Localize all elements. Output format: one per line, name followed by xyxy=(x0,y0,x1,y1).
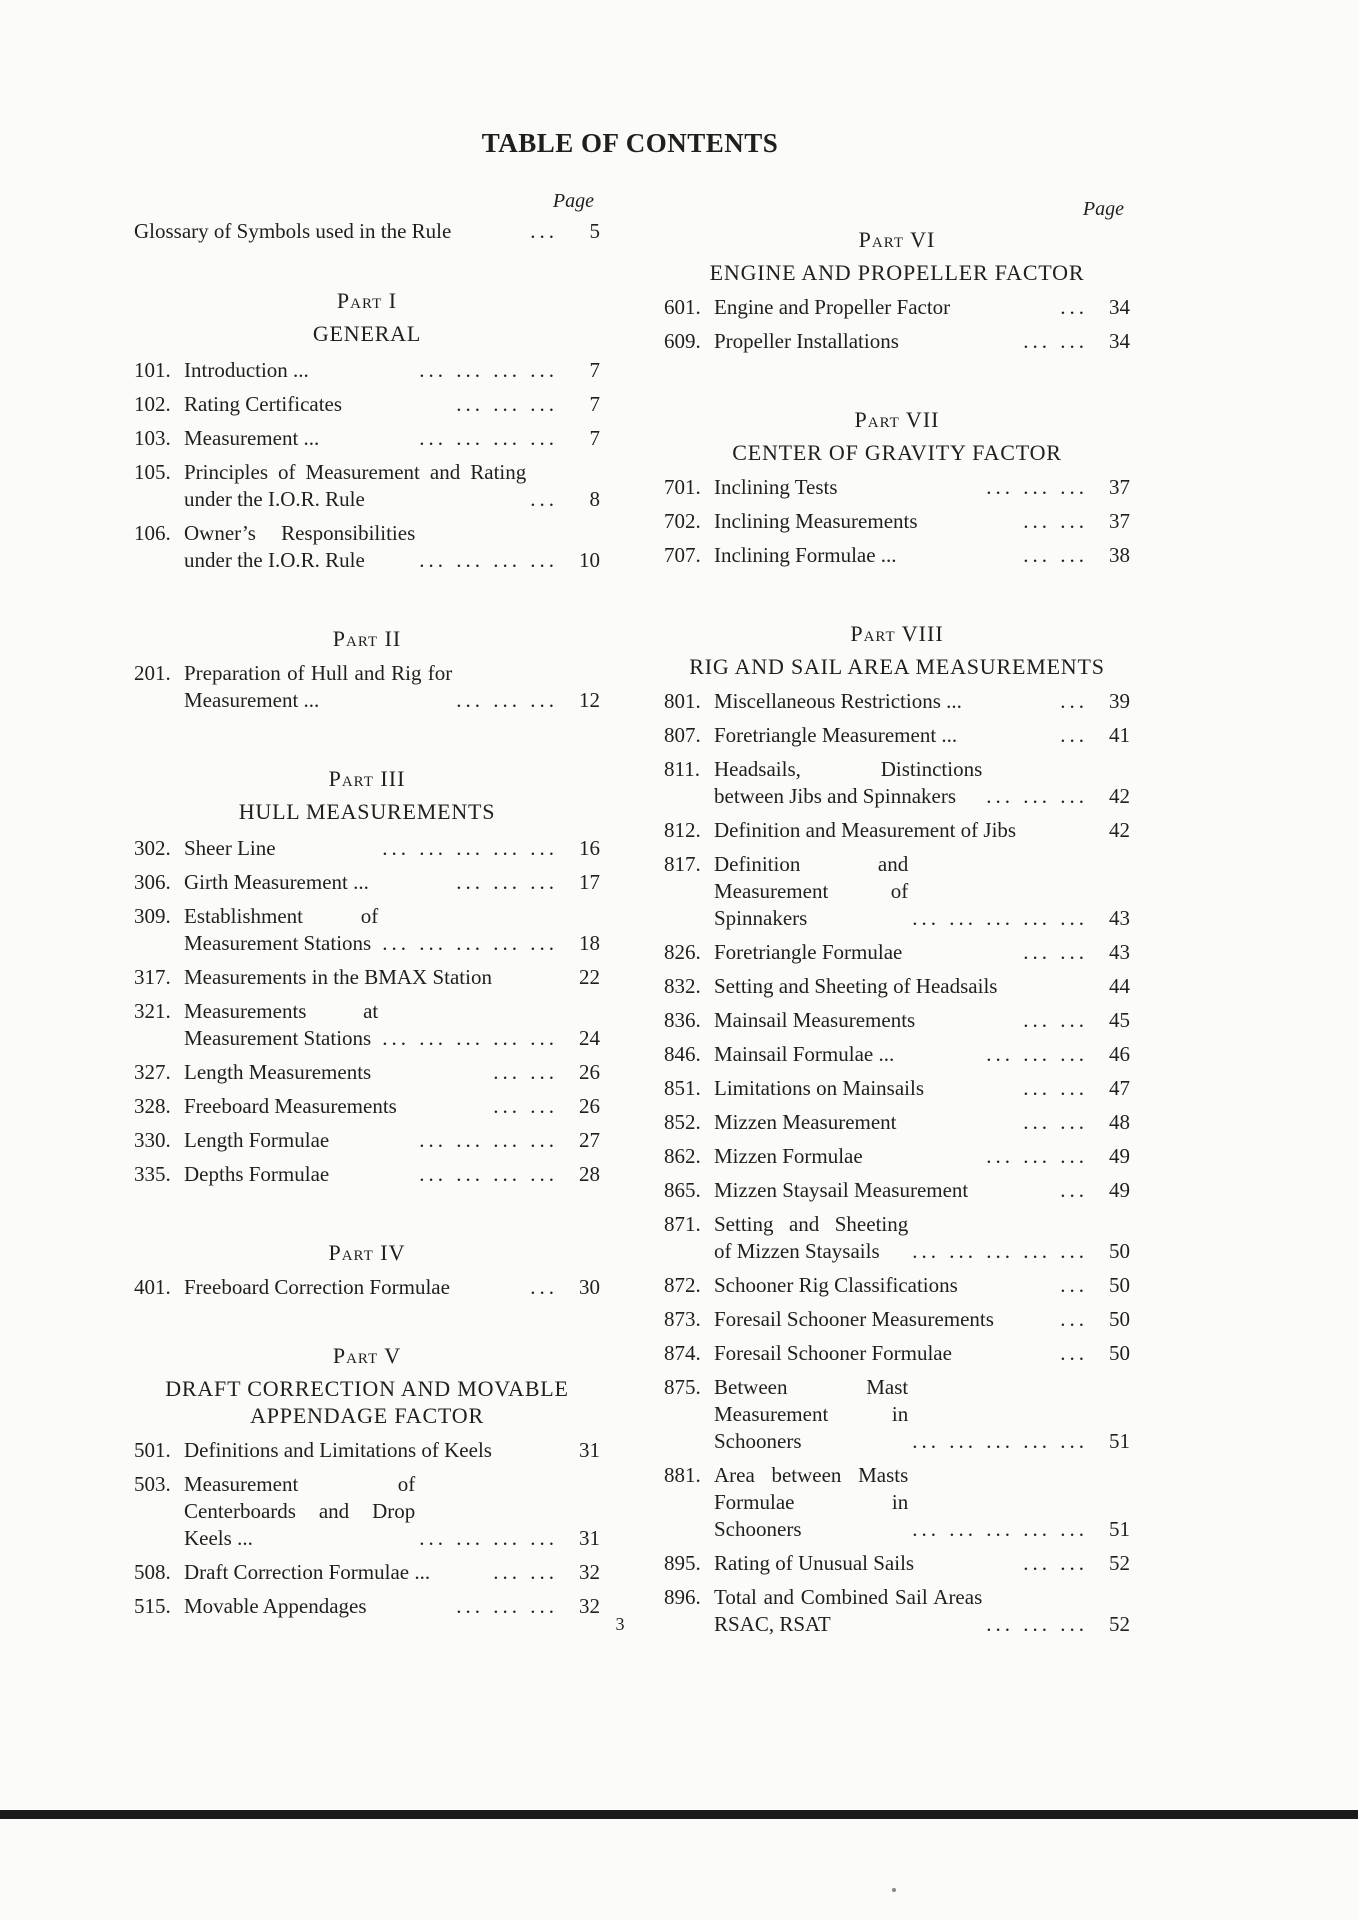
entry-title: Definitions and Limitations of Keels xyxy=(184,1438,492,1462)
entry-title: Foresail Schooner Measurements xyxy=(714,1307,994,1331)
entry-number: 881. xyxy=(664,1463,701,1487)
toc-entry[interactable] xyxy=(664,1075,1130,1102)
entry-title: Setting and Sheeting of Mizzen Staysails xyxy=(714,1212,909,1263)
entry-list xyxy=(134,1437,600,1620)
leader-dots: ... ... xyxy=(493,1560,558,1584)
toc-entry[interactable] xyxy=(664,1550,1130,1577)
entry-number: 103. xyxy=(134,426,171,450)
leader-dots: ... ... xyxy=(1023,543,1088,567)
entry-title: Mainsail Formulae ... xyxy=(714,1042,895,1066)
entry-number: 306. xyxy=(134,870,171,894)
page-number: 18 xyxy=(579,931,600,955)
leader-dots: ... xyxy=(1060,1341,1088,1365)
toc-entry[interactable] xyxy=(664,1374,1130,1455)
leader-dots: ... ... ... xyxy=(456,688,558,712)
entry-title: Length Formulae xyxy=(184,1128,330,1152)
entry-title: Measurements at Measurement Stations xyxy=(184,999,379,1050)
toc-entry[interactable] xyxy=(664,1109,1130,1136)
leader-dots: ... ... ... ... ... xyxy=(912,906,1088,930)
entry-number: 201. xyxy=(134,661,171,685)
entry-number: 872. xyxy=(664,1273,701,1297)
entry-title: Preparation of Hull and Rig for Measurement ... xyxy=(184,661,453,712)
entry-number: 102. xyxy=(134,392,171,416)
entry-title: Introduction ... xyxy=(184,358,309,382)
page-number: 49 xyxy=(1109,1178,1130,1202)
page-number: 37 xyxy=(1109,475,1130,499)
entry-title: Rating of Unusual Sails xyxy=(714,1551,915,1575)
toc-entry[interactable] xyxy=(664,294,1130,321)
entry-number: 609. xyxy=(664,329,701,353)
page-number: 46 xyxy=(1109,1042,1130,1066)
page-number: 42 xyxy=(1109,784,1130,808)
leader-dots: ... ... ... ... ... xyxy=(912,1429,1088,1453)
leader-dots: ... ... xyxy=(493,1094,558,1118)
entry-title: Mizzen Measurement xyxy=(714,1110,897,1134)
entry-title: Girth Measurement ... xyxy=(184,870,369,894)
toc-entry[interactable] xyxy=(664,1211,1130,1265)
entry-number: 330. xyxy=(134,1128,171,1152)
toc-entry[interactable] xyxy=(134,1127,600,1154)
page-number: 50 xyxy=(1109,1341,1130,1365)
entry-title: Freeboard Measurements xyxy=(184,1094,397,1118)
leader-dots: ... ... xyxy=(1023,940,1088,964)
entry-number: 851. xyxy=(664,1076,701,1100)
right-column xyxy=(664,196,1130,1645)
page-number: 42 xyxy=(1109,818,1130,842)
entry-title: Inclining Formulae ... xyxy=(714,543,897,567)
page-number: 44 xyxy=(1109,974,1130,998)
toc-entry[interactable] xyxy=(134,1093,600,1120)
leader-dots: ... xyxy=(530,1275,558,1299)
leader-dots: ... ... ... ... xyxy=(419,1128,558,1152)
page-number: 48 xyxy=(1109,1110,1130,1134)
glossary-entry[interactable] xyxy=(134,218,600,245)
entry-list xyxy=(664,688,1130,1638)
leader-dots: ... ... ... xyxy=(456,870,558,894)
entry-number: 811. xyxy=(664,757,700,781)
entry-title: Area between Masts Formulae in Schooners xyxy=(714,1463,909,1541)
toc-entry[interactable] xyxy=(134,520,600,574)
page-number: 28 xyxy=(579,1162,600,1186)
leader-dots: ... ... ... xyxy=(986,784,1088,808)
leader-dots: ... xyxy=(1060,295,1088,319)
entry-title: Sheer Line xyxy=(184,836,276,860)
part-label: Part IV xyxy=(328,1240,406,1265)
leader-dots: ... ... ... ... xyxy=(419,1162,558,1186)
page-number: 32 xyxy=(579,1594,600,1618)
entry-number: 503. xyxy=(134,1472,171,1496)
toc-entry[interactable] xyxy=(664,1272,1130,1299)
entry-number: 896. xyxy=(664,1585,701,1609)
leader-dots: ... ... ... xyxy=(456,392,558,416)
entry-number: 701. xyxy=(664,475,701,499)
entry-title: Principles of Measurement and Rating under the I.O.R. Rule xyxy=(184,460,527,511)
page-number: 50 xyxy=(1109,1273,1130,1297)
page-number: 16 xyxy=(579,836,600,860)
entry-number: 317. xyxy=(134,965,171,989)
entry-title: Definition and Measurement of Spinnakers xyxy=(714,852,909,930)
page-number: 32 xyxy=(579,1560,600,1584)
toc-entry[interactable] xyxy=(134,1471,600,1552)
page-number: 34 xyxy=(1109,329,1130,353)
leader-dots: ... ... ... ... ... xyxy=(912,1239,1088,1263)
page-number: 38 xyxy=(1109,543,1130,567)
page-folio: 3 xyxy=(615,1614,625,1634)
toc-entry[interactable] xyxy=(664,817,1130,844)
leader-dots: ... ... ... xyxy=(456,1594,558,1618)
toc-entry[interactable] xyxy=(664,973,1130,1000)
part-title: HULL MEASUREMENTS xyxy=(238,799,496,824)
toc-entry[interactable] xyxy=(134,869,600,896)
page-number: 7 xyxy=(589,358,600,382)
entry-number: 852. xyxy=(664,1110,701,1134)
entry-number: 801. xyxy=(664,689,701,713)
toc-entry[interactable] xyxy=(134,998,600,1052)
toc-entry[interactable] xyxy=(664,1177,1130,1204)
toc-entry[interactable] xyxy=(664,1340,1130,1367)
page-number: 41 xyxy=(1109,723,1130,747)
entry-title: Measurements in the BMAX Station xyxy=(184,965,492,989)
toc-entry[interactable] xyxy=(664,1462,1130,1543)
left-column xyxy=(134,188,600,1627)
part-title: ENGINE AND PROPELLER FACTOR xyxy=(709,260,1085,285)
entry-number: 812. xyxy=(664,818,701,842)
part-label: Part VI xyxy=(858,227,936,252)
entry-number: 874. xyxy=(664,1341,701,1365)
toc-entry[interactable] xyxy=(134,357,600,384)
entry-title: Setting and Sheeting of Headsails xyxy=(714,974,998,998)
toc-entry[interactable] xyxy=(134,459,600,513)
page-number: 26 xyxy=(579,1060,600,1084)
entry-number: 862. xyxy=(664,1144,701,1168)
page-number: 39 xyxy=(1109,689,1130,713)
entry-title: Foresail Schooner Formulae xyxy=(714,1341,952,1365)
toc-entry[interactable] xyxy=(134,425,600,452)
entry-number: 895. xyxy=(664,1551,701,1575)
leader-dots: ... ... ... ... xyxy=(419,358,558,382)
entry-title: Measurement ... xyxy=(184,426,320,450)
entry-title: Freeboard Correction Formulae xyxy=(184,1275,450,1299)
page-number: 52 xyxy=(1109,1612,1130,1636)
scan-edge-bar xyxy=(0,1810,1358,1819)
entry-number: 875. xyxy=(664,1375,701,1399)
page-number: 7 xyxy=(589,392,600,416)
toc-entry[interactable] xyxy=(664,328,1130,355)
entry-number: 832. xyxy=(664,974,701,998)
page-number: 5 xyxy=(589,219,600,243)
toc-entry[interactable] xyxy=(664,1007,1130,1034)
leader-dots: ... xyxy=(530,487,558,511)
entry-number: 865. xyxy=(664,1178,701,1202)
toc-entry[interactable] xyxy=(664,1143,1130,1170)
entry-list xyxy=(664,294,1130,355)
toc-entry[interactable] xyxy=(134,964,600,991)
entry-number: 817. xyxy=(664,852,701,876)
leader-dots: ... xyxy=(1060,689,1088,713)
entry-number: 335. xyxy=(134,1162,171,1186)
entry-title: Foretriangle Formulae xyxy=(714,940,903,964)
entry-number: 309. xyxy=(134,904,171,928)
part-label: Part VII xyxy=(854,407,940,432)
leader-dots: ... ... xyxy=(1023,1110,1088,1134)
part-title: CENTER OF GRAVITY FACTOR xyxy=(732,440,1062,465)
leader-dots: ... ... xyxy=(1023,1551,1088,1575)
entry-number: 321. xyxy=(134,999,171,1023)
leader-dots: ... ... ... ... ... xyxy=(912,1517,1088,1541)
page-number: 43 xyxy=(1109,940,1130,964)
page-number: 49 xyxy=(1109,1144,1130,1168)
leader-dots: ... ... ... xyxy=(986,1144,1088,1168)
entry-number: 873. xyxy=(664,1307,701,1331)
leader-dots: ... xyxy=(1060,1307,1088,1331)
page-number: 47 xyxy=(1109,1076,1130,1100)
toc-entry[interactable] xyxy=(664,756,1130,810)
toc-entry[interactable] xyxy=(134,835,600,862)
page-number: 50 xyxy=(1109,1307,1130,1331)
entry-number: 601. xyxy=(664,295,701,319)
leader-dots: ... ... ... xyxy=(986,1042,1088,1066)
page-number: 26 xyxy=(579,1094,600,1118)
entry-number: 702. xyxy=(664,509,701,533)
glossary-text: Glossary of Symbols used in the Rule xyxy=(134,219,452,243)
entry-number: 871. xyxy=(664,1212,701,1236)
entry-title: Total and Combined Sail Areas RSAC, RSAT xyxy=(714,1585,983,1636)
entry-number: 846. xyxy=(664,1042,701,1066)
entry-number: 302. xyxy=(134,836,171,860)
part-title: GENERAL xyxy=(312,321,422,346)
page-number: 51 xyxy=(1109,1517,1130,1541)
toc-entry[interactable] xyxy=(664,851,1130,932)
entry-number: 707. xyxy=(664,543,701,567)
entry-title: Inclining Measurements xyxy=(714,509,918,533)
leader-dots: ... ... ... ... xyxy=(419,1526,558,1550)
entry-number: 836. xyxy=(664,1008,701,1032)
toc-entry[interactable] xyxy=(134,1559,600,1586)
toc-entry[interactable] xyxy=(664,688,1130,715)
page-number: 52 xyxy=(1109,1551,1130,1575)
leader-dots: ... xyxy=(1060,1273,1088,1297)
toc-entry[interactable] xyxy=(664,722,1130,749)
part-label: Part II xyxy=(332,626,402,651)
leader-dots: ... ... ... ... xyxy=(419,548,558,572)
toc-entry[interactable] xyxy=(134,1437,600,1464)
entry-title: Headsails, Distinctions between Jibs and Spinnakers xyxy=(714,757,983,808)
leader-dots: ... ... ... ... ... xyxy=(382,931,558,955)
entry-title: Measurement of Centerboards and Drop Keels ... xyxy=(184,1472,416,1550)
entry-number: 401. xyxy=(134,1275,171,1299)
entry-title: Limitations on Mainsails xyxy=(714,1076,924,1100)
entry-title: Definition and Measurement of Jibs xyxy=(714,818,1017,842)
entry-list xyxy=(134,660,600,714)
part-title: DRAFT CORRECTION AND MOVABLE APPENDAGE FACTOR xyxy=(165,1376,569,1428)
entry-list xyxy=(134,1274,600,1301)
leader-dots: ... xyxy=(1060,1178,1088,1202)
page-column-header: Page xyxy=(1082,198,1124,220)
entry-title: Draft Correction Formulae ... xyxy=(184,1560,431,1584)
entry-title: Mizzen Formulae xyxy=(714,1144,863,1168)
entry-number: 328. xyxy=(134,1094,171,1118)
entry-number: 327. xyxy=(134,1060,171,1084)
entry-title: Depths Formulae xyxy=(184,1162,330,1186)
page-number: 8 xyxy=(589,487,600,511)
leader-dots: ... ... ... xyxy=(986,1612,1088,1636)
entry-title: Owner’s Responsibilities under the I.O.R. Rule xyxy=(184,521,416,572)
page-number: 10 xyxy=(579,548,600,572)
entry-title: Mainsail Measurements xyxy=(714,1008,916,1032)
leader-dots: ... ... ... ... ... xyxy=(382,836,558,860)
entry-title: Establishment of Measurement Stations xyxy=(184,904,379,955)
leader-dots: ... xyxy=(1060,723,1088,747)
toc-entry[interactable] xyxy=(134,660,600,714)
entry-number: 105. xyxy=(134,460,171,484)
entry-title: Mizzen Staysail Measurement xyxy=(714,1178,969,1202)
toc-entry[interactable] xyxy=(134,1274,600,1301)
entry-title: Rating Certificates xyxy=(184,392,343,416)
entry-title: Length Measurements xyxy=(184,1060,372,1084)
toc-entry[interactable] xyxy=(664,542,1130,569)
leader-dots: ... ... xyxy=(1023,329,1088,353)
entry-list xyxy=(134,835,600,1188)
part-label: Part I xyxy=(336,288,398,313)
leader-dots: ... ... xyxy=(1023,1008,1088,1032)
toc-entry[interactable] xyxy=(664,508,1130,535)
entry-title: Movable Appendages xyxy=(184,1594,367,1618)
leader-dots: ... ... ... ... xyxy=(419,426,558,450)
toc-entry[interactable] xyxy=(664,939,1130,966)
page-number: 24 xyxy=(579,1026,600,1050)
entry-number: 106. xyxy=(134,521,171,545)
page-number: 31 xyxy=(579,1526,600,1550)
page-title: TABLE OF CONTENTS xyxy=(481,128,779,158)
leader-dots: ... ... xyxy=(1023,509,1088,533)
entry-number: 826. xyxy=(664,940,701,964)
leader-dots: ... ... ... xyxy=(986,475,1088,499)
toc-entry[interactable] xyxy=(664,1306,1130,1333)
part-label: Part VIII xyxy=(850,621,944,646)
entry-number: 101. xyxy=(134,358,171,382)
toc-entry[interactable] xyxy=(664,1041,1130,1068)
part-label: Part III xyxy=(328,766,406,791)
leader-dots: ... ... xyxy=(493,1060,558,1084)
page-column-header: Page xyxy=(552,190,594,212)
toc-entry[interactable] xyxy=(134,391,600,418)
page-number: 51 xyxy=(1109,1429,1130,1453)
scan-speck xyxy=(892,1888,896,1892)
page-number: 7 xyxy=(589,426,600,450)
page-number: 43 xyxy=(1109,906,1130,930)
entry-title: Miscellaneous Restrictions ... xyxy=(714,689,962,713)
entry-title: Schooner Rig Classifications xyxy=(714,1273,958,1297)
part-title: RIG AND SAIL AREA MEASUREMENTS xyxy=(689,654,1105,679)
page-number: 45 xyxy=(1109,1008,1130,1032)
page-number: 22 xyxy=(579,965,600,989)
entry-title: Foretriangle Measurement ... xyxy=(714,723,958,747)
page-number: 31 xyxy=(579,1438,600,1462)
page-number: 37 xyxy=(1109,509,1130,533)
page-number: 17 xyxy=(579,870,600,894)
entry-list xyxy=(664,474,1130,569)
part-label: Part V xyxy=(332,1343,402,1368)
entry-title: Inclining Tests xyxy=(714,475,838,499)
toc-entry[interactable] xyxy=(134,903,600,957)
page-number: 34 xyxy=(1109,295,1130,319)
page-number: 12 xyxy=(579,688,600,712)
toc-entry[interactable] xyxy=(664,474,1130,501)
toc-entry[interactable] xyxy=(134,1059,600,1086)
page-number: 27 xyxy=(579,1128,600,1152)
entry-list xyxy=(134,357,600,574)
entry-number: 515. xyxy=(134,1594,171,1618)
page-number: 50 xyxy=(1109,1239,1130,1263)
entry-title: Engine and Propeller Factor xyxy=(714,295,951,319)
entry-number: 501. xyxy=(134,1438,171,1462)
leader-dots: ... ... xyxy=(1023,1076,1088,1100)
page-number: 30 xyxy=(579,1275,600,1299)
leader-dots: ... ... ... ... ... xyxy=(382,1026,558,1050)
entry-number: 807. xyxy=(664,723,701,747)
entry-title: Propeller Installations xyxy=(714,329,899,353)
toc-entry[interactable] xyxy=(134,1161,600,1188)
entry-number: 508. xyxy=(134,1560,171,1584)
leader-dots: ... xyxy=(530,219,558,243)
entry-title: Between Mast Measurement in Schooners xyxy=(714,1375,909,1453)
